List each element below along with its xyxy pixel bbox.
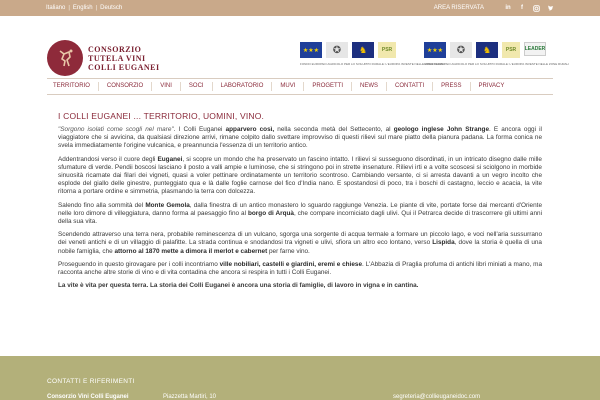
logo-wordmark xyxy=(88,45,160,72)
lang-english-link[interactable]: English xyxy=(72,5,93,11)
nav-item-privacy[interactable]: PRIVACY xyxy=(478,83,505,89)
italian-republic-emblem-icon: ✪ xyxy=(450,42,472,58)
text-run: per farne vino. xyxy=(267,247,310,255)
text-run: Scendendo attraverso una terra nera, probabile reminescenza di un vulcano, sgorga una sorgente di acqua termale a formare un piccolo lago, e voci nell'aria sussurrano dei veneti antichi e di un villaggio di palafitte. La strada continua e snodandosi tra vigneti e ulivi, sfiora un altro eco lontano, verso xyxy=(58,231,542,247)
lang-italiano-link[interactable]: Italiano xyxy=(46,5,66,11)
nav-item-territorio[interactable]: TERRITORIO xyxy=(47,82,99,91)
instagram-icon[interactable] xyxy=(532,4,540,12)
text-run: , dove la storia è quella di una nobile famiglia, che xyxy=(58,239,542,255)
psr-logo-icon: PSR xyxy=(502,42,520,58)
footer-contacts xyxy=(47,394,553,400)
bold-text: geologo inglese John Strange xyxy=(393,126,489,133)
bold-text: ville nobiliari, castelli e giardini, eremi e chiese xyxy=(219,260,362,268)
page-title: I COLLI EUGANEI ... TERRITORIO, UOMINI, VINO. xyxy=(58,111,265,121)
consortium-emblem-icon xyxy=(47,40,83,76)
top-bar xyxy=(0,0,600,16)
eu-flag-icon: ★★★ xyxy=(300,42,322,58)
logo-line: CONSORZIO xyxy=(88,44,142,54)
text-run: . L'Abbazia di Praglia profuma di antichi libri miniati a mano, ma racconta anche altre storie di vino e di vita contadina che ancora si respira in tutti i Colli Euganei. xyxy=(58,260,542,277)
nav-item-contatti[interactable]: CONTATTI xyxy=(387,82,433,91)
quote-text: "Sorgono isolati come scogli nel mare" xyxy=(58,126,174,133)
eu-flag-icon: ★★★ xyxy=(424,42,446,58)
nav-item-muvi[interactable]: MUVI xyxy=(272,82,304,91)
nav-item-soci[interactable]: SOCI xyxy=(181,82,213,91)
bold-text: Monte Gemola xyxy=(145,201,190,209)
nav-item-news[interactable]: NEWS xyxy=(352,82,387,91)
text-run: . I Colli Euganei xyxy=(173,126,226,133)
nav-item-laboratorio[interactable]: LABORATORIO xyxy=(213,82,273,91)
bold-text: attorno al 1870 mette a dimora il merlot e cabernet xyxy=(114,247,268,255)
closing-paragraph xyxy=(58,282,542,290)
footer-org-name: Consorzio Vini Colli Euganei xyxy=(47,394,129,400)
facebook-icon[interactable]: f xyxy=(521,5,523,11)
text-run: Salendo fino alla sommità del xyxy=(58,201,146,209)
body-paragraph xyxy=(58,156,542,197)
funding-logos-right xyxy=(424,42,569,66)
bold-text: apparvero così, xyxy=(225,126,275,133)
top-right-links xyxy=(434,4,554,12)
linkedin-icon[interactable]: in xyxy=(505,5,511,11)
main-content xyxy=(58,111,542,295)
veneto-lion-icon: ♞ xyxy=(476,42,498,58)
text-run: . E ancora oggi il viaggiatore che si avvicina, da qualsiasi direzione arrivi, rimane colpito dallo svettare improvviso di questi rilievi sul mare piatto della pianura padana. La forma conica ne svela immediatamente l'origine vulcanica, e preannuncia l'essenza di un territorio antico. xyxy=(58,126,542,150)
language-switcher xyxy=(46,5,122,11)
divider: | xyxy=(68,5,70,11)
text-run: , si scopre un mondo che ha preservato un fascino intatto. I rilievi si susseguono disordinati, in un intricato disegno dalle mille sfumature di verde. Pendii boscosi lasciano il posto a valli ampie e luminose, che si stringono poi in strette insenature. Rilievi irti e a volte scoscesi si sciolgono in morbide sinuosità ricamate dai filari dei vigneti, quasi a voler pettinare ordinatamente un territorio scontroso. Cambiando versante, ci si arresta davanti a un vegro incolto che esplode del giallo delle ginestre, punteggiato qua e là dalle foglie carnose del fico d'India nano. E spostandosi di poco, tra i boschi di castagno, leccio e acacia, la vite ritorna a portare ordine e simmetria, plasmando la terra con dolcezza. xyxy=(58,155,542,196)
nav-item-progetti[interactable]: PROGETTI xyxy=(304,82,352,91)
text-run: , che compare incorniciato dagli ulivi. Qui il Petrarca decide di trascorrere gli ultimi anni della sua vita. xyxy=(58,209,542,226)
nav-item-vini[interactable]: VINI xyxy=(152,82,181,91)
text-run: , dalla finestra di un antico monastero lo sguardo raggiunge Venezia. Le piante di vite, portate forse dai mercanti d'Oriente nelle loro dimore di villeggiatura, danno forma al paesaggio fino al xyxy=(58,201,542,217)
twitter-icon[interactable] xyxy=(546,4,554,12)
eu-funding-caption: FONDO EUROPEO AGRICOLO PER LO SVILUPPO RURALE: L'EUROPA INVESTE NELLE ZONE RURALI xyxy=(424,62,570,66)
bold-text: borgo di Arquà xyxy=(248,209,294,217)
divider: | xyxy=(95,5,98,11)
main-navigation xyxy=(47,78,553,95)
psr-logo-icon: PSR xyxy=(378,42,396,58)
intro-paragraph xyxy=(58,126,542,151)
closing-bold-text: La vite è vita per questa terra. La storia dei Colli Euganei è ancora una storia di famiglie, di lavoro in vigna e in cantina. xyxy=(58,282,419,290)
leader-logo-icon: LEADER xyxy=(524,42,546,56)
logo-line: COLLI EUGANEI xyxy=(88,62,160,72)
eu-funding-caption: FONDO EUROPEO AGRICOLO PER LO SVILUPPO RURALE: L'EUROPA INVESTE NELLE ZONE RURALI xyxy=(300,62,446,66)
body-paragraph xyxy=(58,202,542,227)
nav-item-press[interactable]: PRESS xyxy=(433,82,470,91)
italian-republic-emblem-icon: ✪ xyxy=(326,42,348,58)
footer-title: CONTATTI E RIFERIMENTI xyxy=(47,378,135,385)
footer-address: Piazzetta Martiri, 10 xyxy=(163,394,217,400)
text-run: nella seconda metà del Settecento, al xyxy=(274,126,394,133)
logo-line: TUTELA VINI xyxy=(88,53,146,63)
site-logo[interactable] xyxy=(47,40,160,76)
nav-item-consorzio[interactable]: CONSORZIO xyxy=(99,82,152,91)
text-run: Proseguendo in questo girovagare per i colli incontriamo xyxy=(58,260,220,268)
bold-text: Euganei xyxy=(157,155,183,163)
body-paragraph xyxy=(58,261,542,277)
text-run: Addentrandosi verso il cuore degli xyxy=(58,155,158,163)
veneto-lion-icon: ♞ xyxy=(352,42,374,58)
bold-text: Lispida xyxy=(432,239,455,247)
footer-email-link[interactable]: segreteria@collieuganeidoc.com xyxy=(393,394,481,400)
site-footer xyxy=(0,356,600,400)
body-paragraph xyxy=(58,231,542,256)
reserved-area-link[interactable]: AREA RISERVATA xyxy=(433,5,484,11)
lang-deutsch-link[interactable]: Deutsch xyxy=(100,5,123,11)
